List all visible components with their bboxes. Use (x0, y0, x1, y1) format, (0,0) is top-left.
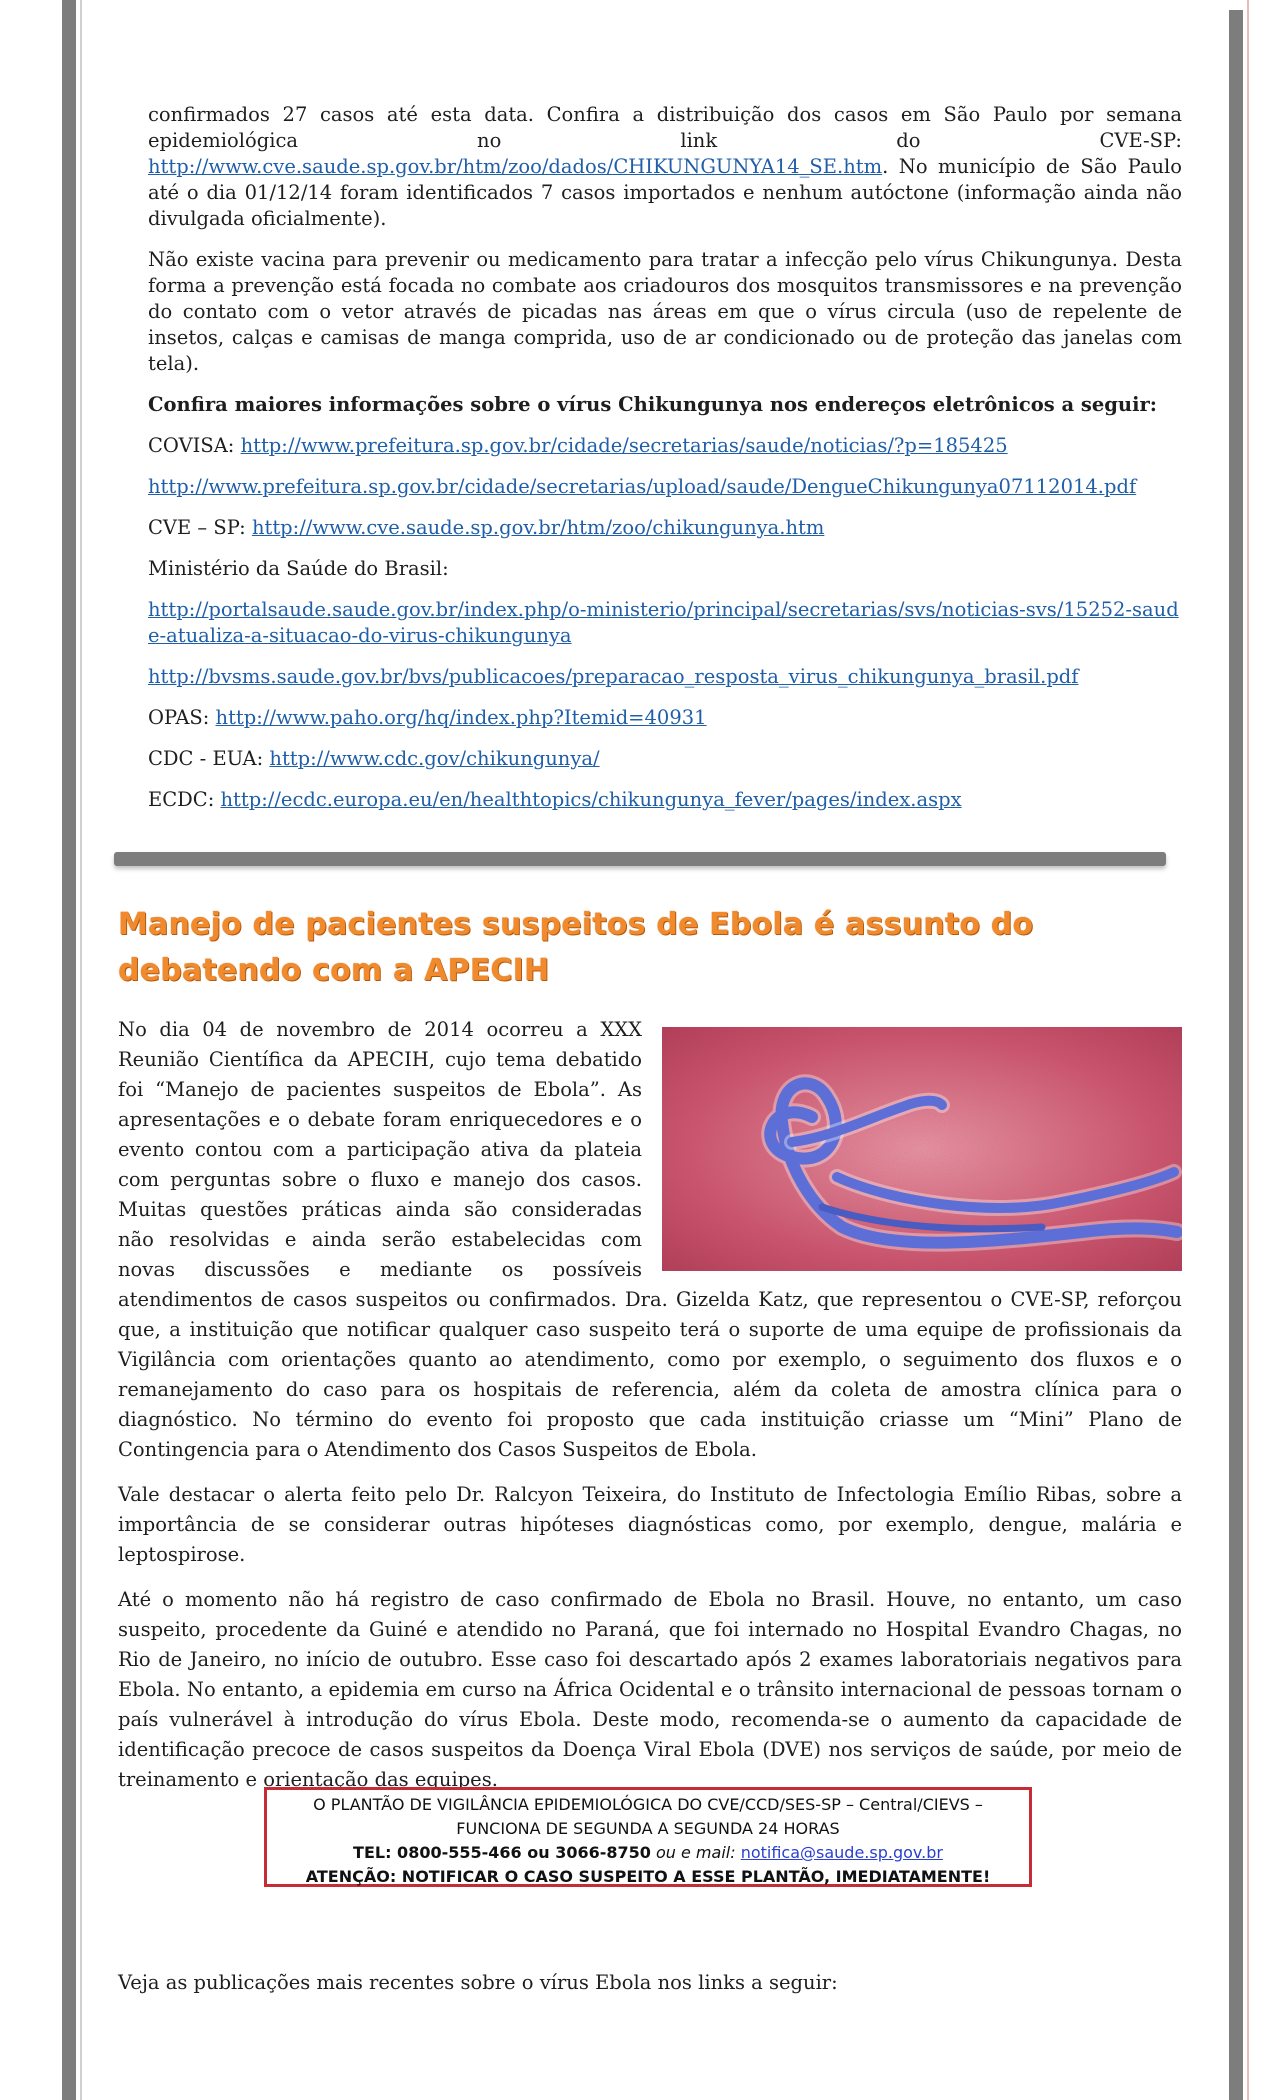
notice-email-label: ou e mail: (650, 1843, 741, 1862)
page-frame-right (1229, 10, 1243, 2100)
chik-paragraph-1: confirmados 27 casos até esta data. Confira a distribuição dos casos em São Paulo por semana epidemiológica no link do CVE-SP: http://www.cve.saude.sp.gov.br/htm/zoo/dados/CHIKUNGUNYA14_SE.htm. No município de São Paulo até o dia 01/12/14 foram identificados 7 casos importados e nenhum autóctone (informação ainda não divulgada oficialmente). (148, 103, 1182, 230)
bvsms-line (148, 664, 1182, 690)
page-frame-left (62, 0, 76, 2100)
ministerio-label: Ministério da Saúde do Brasil: (148, 557, 449, 580)
notice-line-1: O PLANTÃO DE VIGILÂNCIA EPIDEMIOLÓGICA DO CVE/CCD/SES-SP – Central/CIEVS – (313, 1795, 983, 1814)
notice-line-2: FUNCIONA DE SEGUNDA A SEGUNDA 24 HORAS (456, 1819, 840, 1838)
cve-dados-link[interactable]: http://www.cve.saude.sp.gov.br/htm/zoo/dados/CHIKUNGUNYA14_SE.htm (148, 155, 883, 178)
bvsms-link[interactable]: http://bvsms.saude.gov.br/bvs/publicacoes/preparacao_resposta_virus_chikungunya_brasil.pdf (148, 665, 1079, 688)
chikungunya-section (148, 102, 1182, 828)
notice-contact-line (267, 1841, 1029, 1865)
cve-line: CVE – SP: http://www.cve.saude.sp.gov.br/htm/zoo/chikungunya.htm (148, 516, 825, 539)
plantao-notice-box (264, 1787, 1032, 1887)
ministerio-line (148, 597, 1182, 649)
prefeitura-pdf-line (148, 474, 1182, 500)
chik-paragraph-2: Não existe vacina para prevenir ou medicamento para tratar a infecção pelo vírus Chikungunya. Desta forma a prevenção está focada no combate aos criadouros dos mosquitos transmissores e na prevenção do contato com o vetor através de picadas nas áreas em que o vírus circula (uso de repelente de insetos, calças e camisas de manga comprida, uso de ar condicionado ou de proteção das janelas com tela). (148, 248, 1182, 375)
prefeitura-pdf-link[interactable]: http://www.prefeitura.sp.gov.br/cidade/secretarias/upload/saude/DengueChikungunya07112014.pdf (148, 475, 1137, 498)
notice-tel: TEL: 0800-555-466 ou 3066-8750 (353, 1843, 651, 1862)
page-frame-right-edge (1247, 0, 1249, 2100)
notice-line-4: ATENÇÃO: NOTIFICAR O CASO SUSPEITO A ESSE PLANTÃO, IMEDIATAMENTE! (305, 1867, 991, 1886)
ebola-headline: Manejo de pacientes suspeitos de Ebola é assunto do debatendo com a APECIH (118, 907, 1034, 988)
covisa-link[interactable]: http://www.prefeitura.sp.gov.br/cidade/secretarias/saude/noticias/?p=185425 (240, 434, 1008, 457)
ebola-section (118, 1015, 1182, 1810)
notice-email-link[interactable]: notifica@saude.sp.gov.br (740, 1843, 943, 1862)
page-frame-left-shadow (80, 0, 82, 2100)
ecdc-link[interactable]: http://ecdc.europa.eu/en/healthtopics/chikungunya_fever/pages/index.aspx (220, 788, 962, 811)
opas-line: OPAS: http://www.paho.org/hq/index.php?Itemid=40931 (148, 706, 707, 729)
more-info-heading: Confira maiores informações sobre o vírus Chikungunya nos endereços eletrônicos a seguir: (148, 393, 1157, 416)
covisa-line: COVISA: http://www.prefeitura.sp.gov.br/cidade/secretarias/saude/noticias/?p=185425 (148, 434, 1008, 457)
cdc-link[interactable]: http://www.cdc.gov/chikungunya/ (269, 747, 600, 770)
ecdc-line: ECDC: http://ecdc.europa.eu/en/healthtopics/chikungunya_fever/pages/index.aspx (148, 788, 962, 811)
ebola-paragraph-2: Vale destacar o alerta feito pelo Dr. Ralcyon Teixeira, do Instituto de Infectologia Emílio Ribas, sobre a importância de se considerar outras hipóteses diagnósticas como, por exemplo, dengue, malária e leptospirose. (118, 1483, 1182, 1566)
ministerio-link[interactable]: http://portalsaude.saude.gov.br/index.php/o-ministerio/principal/secretarias/svs/noticias-svs/15252-saude-atualiza-a-situacao-do-virus-chikungunya (148, 598, 1179, 647)
cve-link[interactable]: http://www.cve.saude.sp.gov.br/htm/zoo/chikungunya.htm (251, 516, 825, 539)
ebola-virus-micrograph (662, 1027, 1182, 1271)
cdc-line: CDC - EUA: http://www.cdc.gov/chikungunya/ (148, 747, 600, 770)
opas-link[interactable]: http://www.paho.org/hq/index.php?Itemid=40931 (215, 706, 707, 729)
section-divider (114, 852, 1166, 866)
ebola-paragraph-3: Até o momento não há registro de caso confirmado de Ebola no Brasil. Houve, no entanto, um caso suspeito, procedente da Guiné e atendido no Paraná, que foi internado no Hospital Evandro Chagas, no Rio de Janeiro, no início de outubro. Esse caso foi descartado após 2 exames laboratoriais negativos para Ebola. No entanto, a epidemia em curso na África Ocidental e o trânsito internacional de pessoas tornam o país vulnerável à introdução do vírus Ebola. Deste modo, recomenda-se o aumento da capacidade de identificação precoce de casos suspeitos da Doença Viral Ebola (DVE) nos serviços de saúde, por meio de treinamento e orientação das equipes. (118, 1588, 1182, 1791)
footer-text: Veja as publicações mais recentes sobre o vírus Ebola nos links a seguir: (118, 1971, 838, 1994)
ebola-paragraph-1: No dia 04 de novembro de 2014 ocorreu a XXX Reunião Científica da APECIH, cujo tema debatido foi “Manejo de pacientes suspeitos de Ebola”. As apresentações e o debate foram enriquecedores e o evento contou com a participação ativa da plateia com perguntas sobre o fluxo e manejo dos casos. Muitas questões práticas ainda são consideradas não resolvidas e ainda serão estabelecidas com novas discussões e mediante os possíveis atendimentos de casos suspeitos ou confirmados. Dra. Gizelda Katz, que representou o CVE-SP, reforçou que, a instituição que notificar qualquer caso suspeito terá o suporte de uma equipe de profissionais da Vigilância com orientações quanto ao atendimento, como por exemplo, o seguimento dos fluxos e o remanejamento do caso para os hospitais de referencia, além da coleta de amostra clínica para o diagnóstico. No término do evento foi proposto que cada instituição criasse um “Mini” Plano de Contingencia para o Atendimento dos Casos Suspeitos de Ebola. (118, 1018, 1182, 1461)
